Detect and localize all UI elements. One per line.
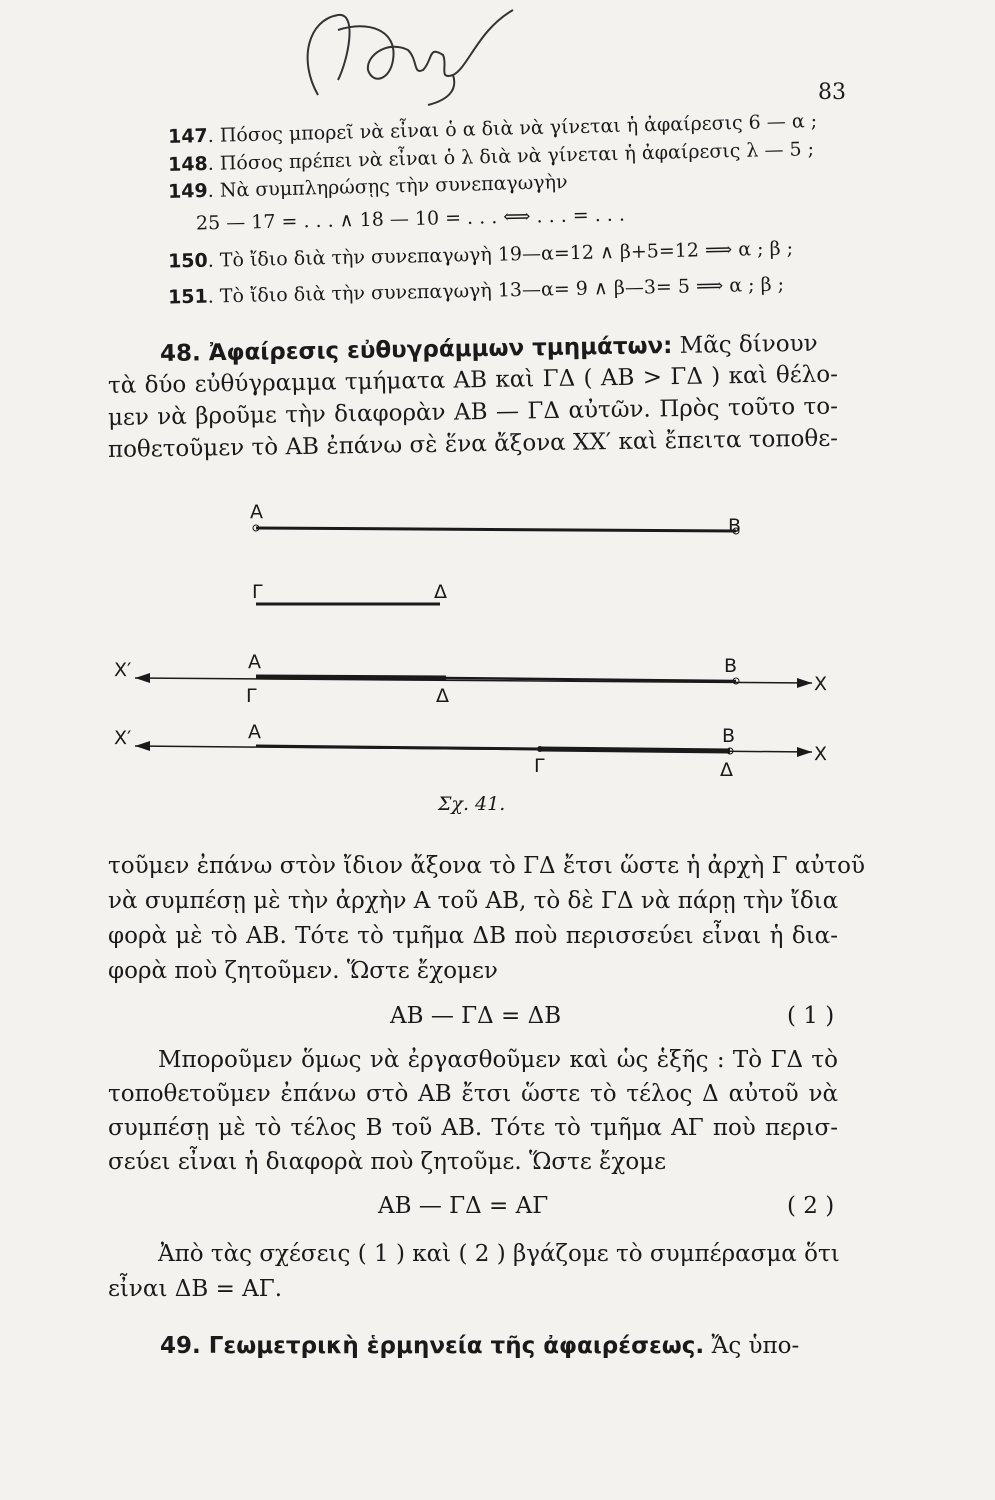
svg-text:Δ: Δ: [436, 685, 449, 707]
exercise-150: 150. Τὸ ἴδιο διὰ τὴν συνεπαγωγὴ 19—α=12 ∧ β+5=12 ⟹ α ; β ;: [167, 237, 794, 273]
label-g: Γ: [252, 581, 263, 603]
svg-text:Δ: Δ: [720, 759, 733, 781]
figure-caption: Σχ. 41.: [438, 793, 506, 815]
equation-2-number: ( 2 ): [787, 1193, 835, 1219]
svg-text:Β: Β: [722, 725, 736, 747]
paragraph-line: νὰ συμπέσῃ μὲ τὴν ἀρχὴν Α τοῦ ΑΒ, τὸ δὲ ΓΔ νὰ πάρῃ τὴν ἴδια: [108, 888, 839, 914]
svg-text:Γ: Γ: [534, 755, 545, 777]
label-a: Α: [250, 501, 263, 523]
axis-arrow-right: [797, 678, 812, 688]
remaining-ag: [256, 746, 540, 749]
label-d: Δ: [434, 581, 447, 603]
paragraph-line: μεν νὰ βροῦμε τὴν διαφορὰν ΑΒ — ΓΔ αὐτῶν. Πρὸς τοῦτο το-: [107, 393, 839, 431]
paragraph-line: τοῦμεν ἐπάνω στὸν ἴδιον ἄξονα τὸ ΓΔ ἔτσι ὥστε ἡ ἀρχὴ Γ αὐτοῦ: [108, 853, 865, 879]
paragraph-line: φορὰ ποὺ ζητοῦμεν. Ὥστε ἔχομεν: [108, 958, 498, 984]
section-49-heading: 49. Γεωμετρικὴ ἑρμηνεία τῆς ἀφαιρέσεως.: [160, 1333, 705, 1359]
page-number: 83: [818, 80, 846, 105]
svg-text:Α: Α: [248, 651, 261, 673]
equation-1-number: ( 1 ): [787, 1003, 835, 1029]
equation-1: ΑΒ — ΓΔ = ΔΒ: [390, 1003, 562, 1029]
exercise-149: 149. Νὰ συμπληρώσῃς τὴν συνεπαγωγὴν: [167, 171, 568, 203]
equation-2: ΑΒ — ΓΔ = ΑΓ: [378, 1193, 549, 1219]
paragraph-line: εἶναι ΔΒ = ΑΓ.: [108, 1276, 283, 1302]
section-48-first-line: 48. Ἀφαίρεσις εὐθυγράμμων τμημάτων: Μᾶς δίνουν: [159, 330, 818, 367]
label-b: Β: [728, 515, 742, 537]
exercise-148: 148. Πόσος πρέπει νὰ εἶναι ὁ λ διὰ νὰ γίνεται ἡ ἀφαίρεσις λ — 5 ;: [167, 138, 815, 176]
svg-text:Α: Α: [248, 721, 261, 743]
label-xprime: Χ′: [114, 659, 132, 681]
label-x: Χ: [814, 673, 828, 695]
section-49-line: 49. Γεωμετρικὴ ἑρμηνεία τῆς ἀφαιρέσεως. Ἄς ὑπο-: [160, 1333, 800, 1359]
paragraph-line: Μποροῦμεν ὅμως νὰ ἐργασθοῦμεν καὶ ὡς ἑξῆς : Τὸ ΓΔ τὸ: [158, 1047, 838, 1073]
exercise-149-implication: 25 — 17 = . . . ∧ 18 — 10 = . . . ⟺ . . . = . . .: [195, 203, 626, 235]
svg-text:Χ: Χ: [814, 743, 828, 765]
axis-arrow-left: [135, 673, 150, 683]
paragraph-line: συμπέσῃ μὲ τὸ τέλος Β τοῦ ΑΒ. Τότε τὸ τμῆμα ΑΓ ποὺ περισ-: [108, 1115, 838, 1141]
paragraph-line: σεύει εἶναι ἡ διαφορὰ ποὺ ζητοῦμε. Ὥστε ἔχομε: [108, 1149, 667, 1175]
exercise-147: 147. Πόσος μπορεῖ νὰ εἶναι ὁ α διὰ νὰ γίνεται ἡ ἀφαίρεσις 6 — α ;: [167, 110, 818, 148]
paragraph-line: τὰ δύο εὐθύγραμμα τμήματα ΑΒ καὶ ΓΔ ( ΑΒ > ΓΔ ) καὶ θέλο-: [107, 361, 839, 399]
paragraph-line: Ἀπὸ τὰς σχέσεις ( 1 ) καὶ ( 2 ) βγάζομε τὸ συμπέρασμα ὅτι: [158, 1241, 840, 1267]
paragraph-line: ποθετοῦμεν τὸ ΑΒ ἐπάνω σὲ ἕνα ἄξονα ΧΧ′ καὶ ἔπειτα τοποθε-: [107, 425, 839, 463]
segment-ab: [256, 528, 736, 531]
section-48-heading: 48. Ἀφαίρεσις εὐθυγράμμων τμημάτων:: [159, 332, 673, 367]
overlay-gd-end: [540, 749, 730, 751]
overlay-gd: [256, 677, 446, 678]
paragraph-line: φορὰ μὲ τὸ ΑΒ. Τότε τὸ τμῆμα ΔΒ ποὺ περισσεύει εἶναι ἡ δια-: [108, 923, 838, 949]
svg-text:Β: Β: [724, 655, 738, 677]
svg-text:Γ: Γ: [246, 685, 257, 707]
paragraph-line: τοποθετοῦμεν ἐπάνω στὸ ΑΒ ἔτσι ὥστε τὸ τέλος Δ αὐτοῦ νὰ: [108, 1081, 838, 1107]
svg-text:Χ′: Χ′: [114, 727, 132, 749]
exercise-151: 151. Τὸ ἴδιο διὰ τὴν συνεπαγωγὴ 13—α= 9 ∧ β—3= 5 ⟹ α ; β ;: [167, 273, 785, 309]
